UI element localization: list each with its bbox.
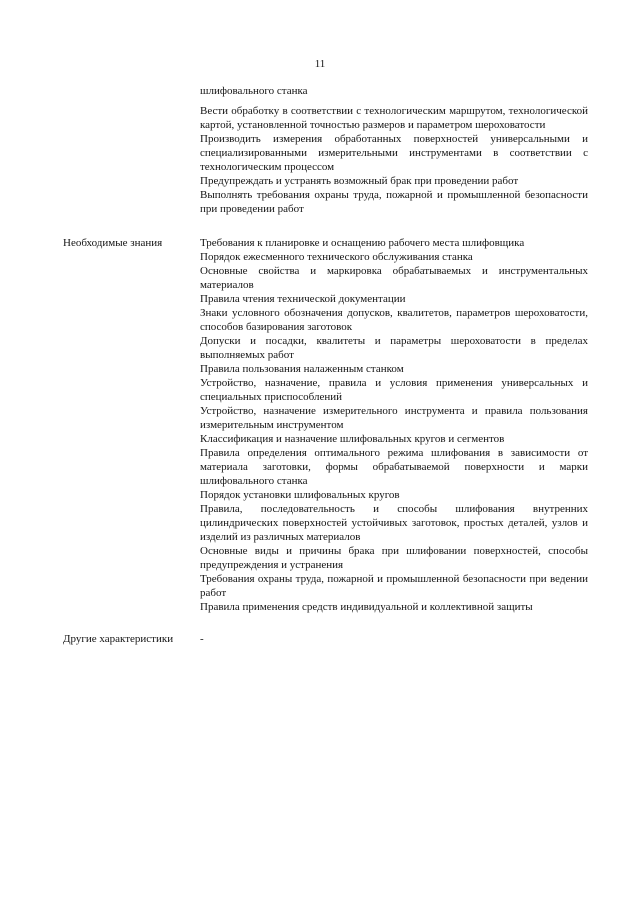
continuation-text: шлифовального станка <box>200 85 308 97</box>
knowledge-label: Необходимые знания <box>63 237 163 249</box>
knowledge-item: Правила пользования налаженным станком <box>200 363 404 375</box>
knowledge-item: Требования охраны труда, пожарной и промышленной безопасности при ведении работ <box>200 573 588 599</box>
page-number: 11 <box>314 58 326 70</box>
knowledge-item: Порядок установки шлифовальных кругов <box>200 489 400 501</box>
skill-item: Выполнять требования охраны труда, пожарной и промышленной безопасности при проведении работ <box>200 189 588 215</box>
knowledge-item: Правила применения средств индивидуальной и коллективной защиты <box>200 601 533 613</box>
skill-item: Производить измерения обработанных поверхностей универсальными и специализированными измерительными инструментами в соответствии с технологическим процессом <box>200 133 588 173</box>
skill-item: Предупреждать и устранять возможный брак при проведении работ <box>200 175 519 187</box>
skills-list <box>200 104 588 216</box>
knowledge-item: Основные свойства и маркировка обрабатываемых и инструментальных материалов <box>200 265 588 291</box>
knowledge-item: Устройство, назначение, правила и условия применения универсальных и специальных приспособлений <box>200 377 588 403</box>
knowledge-item: Правила определения оптимального режима шлифования в зависимости от материала заготовки, формы обрабатываемой поверхности и марки шлифовального станка <box>200 447 588 487</box>
knowledge-item: Основные виды и причины брака при шлифовании поверхностей, способы предупреждения и устранения <box>200 545 588 571</box>
skill-item: Вести обработку в соответствии с технологическим маршрутом, технологической картой, установленной точностью размеров и параметром шероховатости <box>200 105 588 131</box>
knowledge-item: Порядок ежесменного технического обслуживания станка <box>200 251 473 263</box>
knowledge-item: Классификация и назначение шлифовальных кругов и сегментов <box>200 433 505 445</box>
other-characteristics-value: - <box>200 633 204 645</box>
knowledge-item: Требования к планировке и оснащению рабочего места шлифовщика <box>200 237 525 249</box>
knowledge-list <box>200 236 588 614</box>
other-characteristics-label: Другие характеристики <box>63 633 174 645</box>
knowledge-item: Устройство, назначение измерительного инструмента и правила пользования измерительным инструментом <box>200 405 588 431</box>
knowledge-item: Допуски и посадки, квалитеты и параметры шероховатости в пределах выполняемых работ <box>200 335 588 361</box>
knowledge-item: Знаки условного обозначения допусков, квалитетов, параметров шероховатости, способов базирования заготовок <box>200 307 588 333</box>
knowledge-item: Правила, последовательность и способы шлифования внутренних цилиндрических поверхностей устойчивых заготовок, простых деталей, узлов и изделий из различных материалов <box>200 503 588 543</box>
knowledge-item: Правила чтения технической документации <box>200 293 406 305</box>
